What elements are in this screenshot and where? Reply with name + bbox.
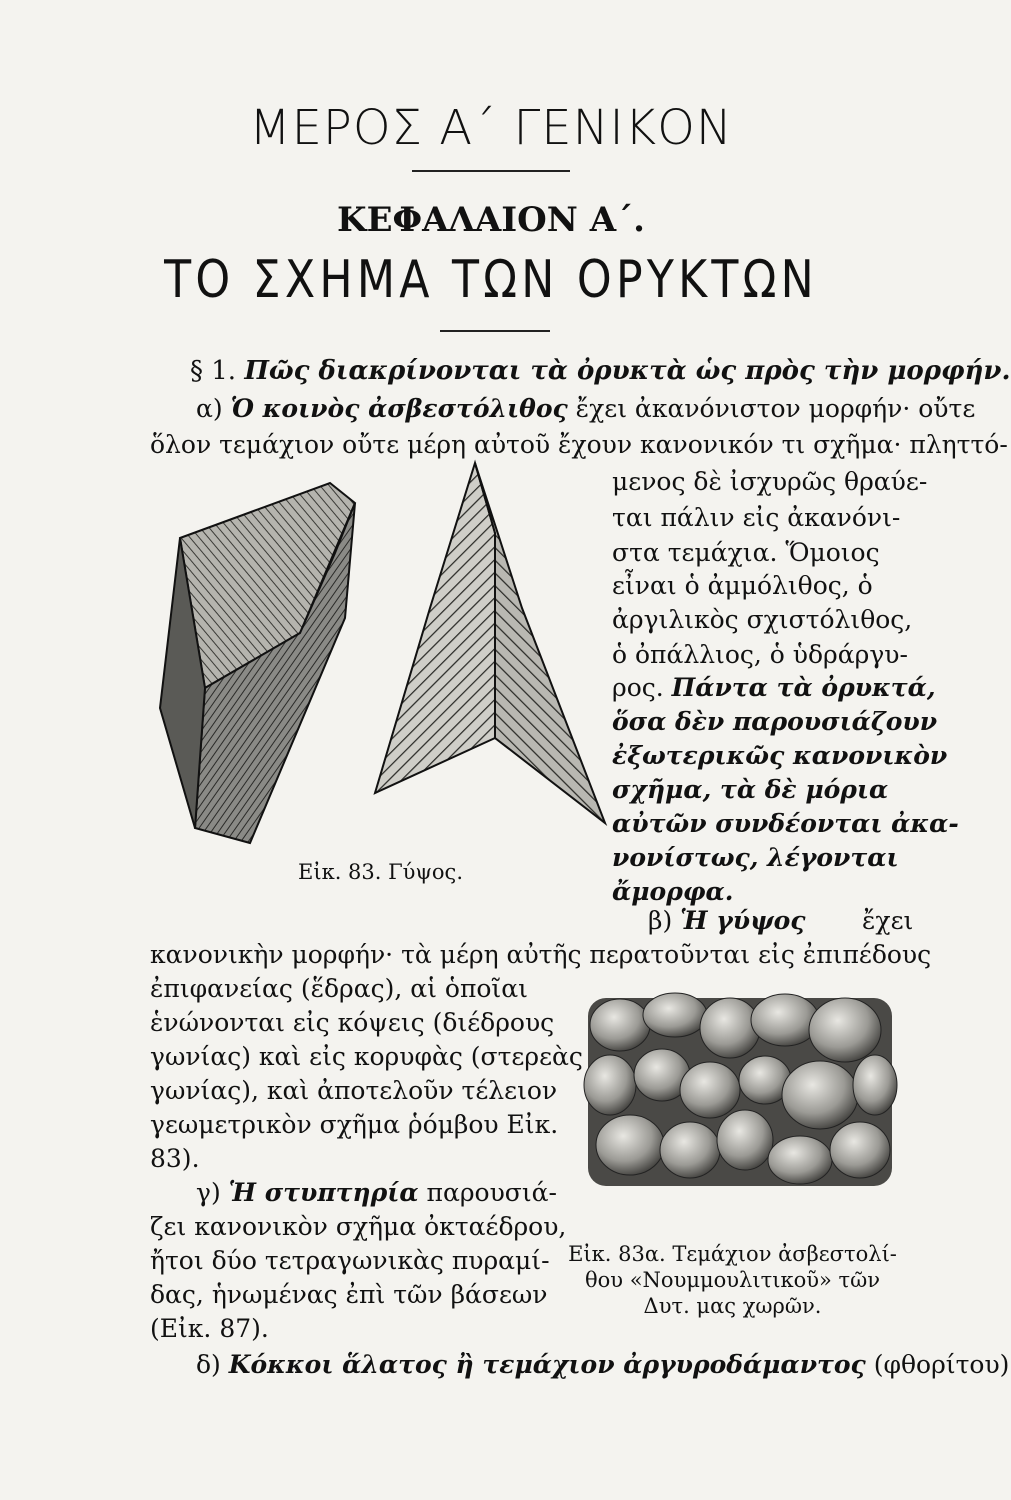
- para-a-wrap-line: μενος δὲ ἰσχυρῶς θραύε-: [612, 467, 928, 496]
- para-a-text: ἔχει ἀκανόνιστον μορφήν· οὔτε: [575, 394, 976, 423]
- para-b-line: γωνίας) καὶ εἰς κορυφὰς (στερεὰς: [150, 1042, 583, 1071]
- page-title: ΤΟ ΣΧΗΜΑ ΤΩΝ ΟΡΥΚΤΩΝ: [164, 250, 818, 310]
- para-a-bold-line: αὐτῶν συνδέονται ἀκα-: [612, 809, 959, 838]
- para-b-line: κανονικὴν μορφήν· τὰ μέρη αὐτῆς περατοῦνται εἰς ἐπιπέδους: [150, 940, 932, 969]
- para-b-label: β): [648, 906, 673, 935]
- para-c-line: ἤτοι δύο τετραγωνικὰς πυραμί-: [150, 1246, 550, 1275]
- para-a-wrap-line: ἀργιλικὸς σχιστόλιθος,: [612, 605, 913, 634]
- para-a-line-with-bold: [612, 673, 936, 702]
- nummulitic-limestone-photo: [580, 990, 900, 1195]
- para-a-first-line: [196, 394, 975, 423]
- para-a-bold-text: Πάντα τὰ ὀρυκτά,: [671, 673, 936, 702]
- para-a-bold-line: ἄμορφα.: [612, 877, 734, 906]
- para-c-line: δας, ἡνωμένας ἐπὶ τῶν βάσεων: [150, 1280, 548, 1309]
- para-a-label: α): [196, 394, 223, 423]
- para-a-wrap-line: στα τεμάχια. Ὅμοιος: [612, 538, 880, 567]
- para-a-bold-line: ἐξωτερικῶς κανονικὸν: [612, 741, 948, 770]
- nummulite-fossils: [584, 993, 897, 1184]
- para-b-line: γεωμετρικὸν σχῆμα ῥόμβου Εἰκ.: [150, 1110, 559, 1139]
- para-c-term: Ἡ στυπτηρία: [228, 1178, 419, 1207]
- figure-caption-line: Δυτ. μας χωρῶν.: [643, 1294, 822, 1318]
- para-b-line: 83).: [150, 1144, 200, 1173]
- part-title: ΜΕΡΟΣ Α΄ ΓΕΝΙΚΟΝ: [249, 100, 733, 156]
- section-heading: [190, 356, 1011, 386]
- gypsum-twin-crystal: [375, 463, 605, 823]
- gypsum-tablet-crystal: [160, 483, 355, 843]
- para-c-text: παρουσιά-: [426, 1178, 557, 1207]
- figure-caption-line: Εἰκ. 83α. Τεμάχιον ἀσβεστολί-: [568, 1242, 897, 1266]
- para-a-bold-line: σχῆμα, τὰ δὲ μόρια: [612, 775, 889, 804]
- divider: [440, 330, 550, 332]
- para-b-line: ἐπιφανείας (ἕδρας), αἱ ὁποῖαι: [150, 974, 528, 1003]
- gypsum-crystal-illustration: [150, 458, 610, 858]
- para-b-first-line: [648, 906, 806, 935]
- para-d-label: δ): [196, 1350, 221, 1379]
- figure-caption-line: θου «Νουμμουλιτικοῦ» τῶν: [584, 1268, 881, 1292]
- para-b-line: ἑνώνονται εἰς κόψεις (διέδρους: [150, 1008, 555, 1037]
- para-a-line: ὅλον τεμάχιον οὔτε μέρη αὐτοῦ ἔχουν κανονικόν τι σχῆμα· πληττό-: [150, 430, 1008, 459]
- para-a-bold-line: νονίστως, λέγονται: [612, 843, 899, 872]
- para-a-wrap-line: ὁ ὀπάλλιος, ὁ ὑδράργυ-: [612, 640, 908, 669]
- para-c-line: ζει κανονικὸν σχῆμα ὀκταέδρου,: [150, 1212, 567, 1241]
- para-a-wrap-line: εἶναι ὁ ἀμμόλιθος, ὁ: [612, 571, 873, 600]
- chapter-heading: ΚΕΦΑΛΑΙΟΝ Α΄.: [337, 200, 645, 240]
- para-a-bold-line: ὅσα δὲν παρουσιάζουν: [612, 707, 938, 736]
- para-d-text: (φθορίτου): [873, 1350, 1010, 1379]
- section-title: Πῶς διακρίνονται τὰ ὀρυκτὰ ὡς πρὸς τὴν μορφήν.: [244, 356, 1011, 386]
- para-a-text: ρος.: [612, 673, 664, 702]
- para-d-term: Κόκκοι ἅλατος ἢ τεμάχιον ἀργυροδάμαντος: [228, 1350, 866, 1379]
- para-a-wrap-line: ται πάλιν εἰς ἀκανόνι-: [612, 503, 901, 532]
- para-a-term: Ὁ κοινὸς ἀσβεστόλιθος: [230, 394, 568, 423]
- para-c-first-line: [196, 1178, 557, 1207]
- para-c-line: (Εἰκ. 87).: [150, 1314, 269, 1343]
- section-number: § 1.: [190, 356, 237, 386]
- para-b-line: γωνίας), καὶ ἀποτελοῦν τέλειον: [150, 1076, 558, 1105]
- para-b-term: Ἡ γύψος: [680, 906, 806, 935]
- para-b-text: ἔχει: [862, 906, 914, 935]
- figure-caption: Εἰκ. 83. Γύψος.: [298, 860, 463, 884]
- divider: [412, 170, 570, 172]
- para-d-first-line: [196, 1350, 1009, 1379]
- para-c-label: γ): [196, 1178, 221, 1207]
